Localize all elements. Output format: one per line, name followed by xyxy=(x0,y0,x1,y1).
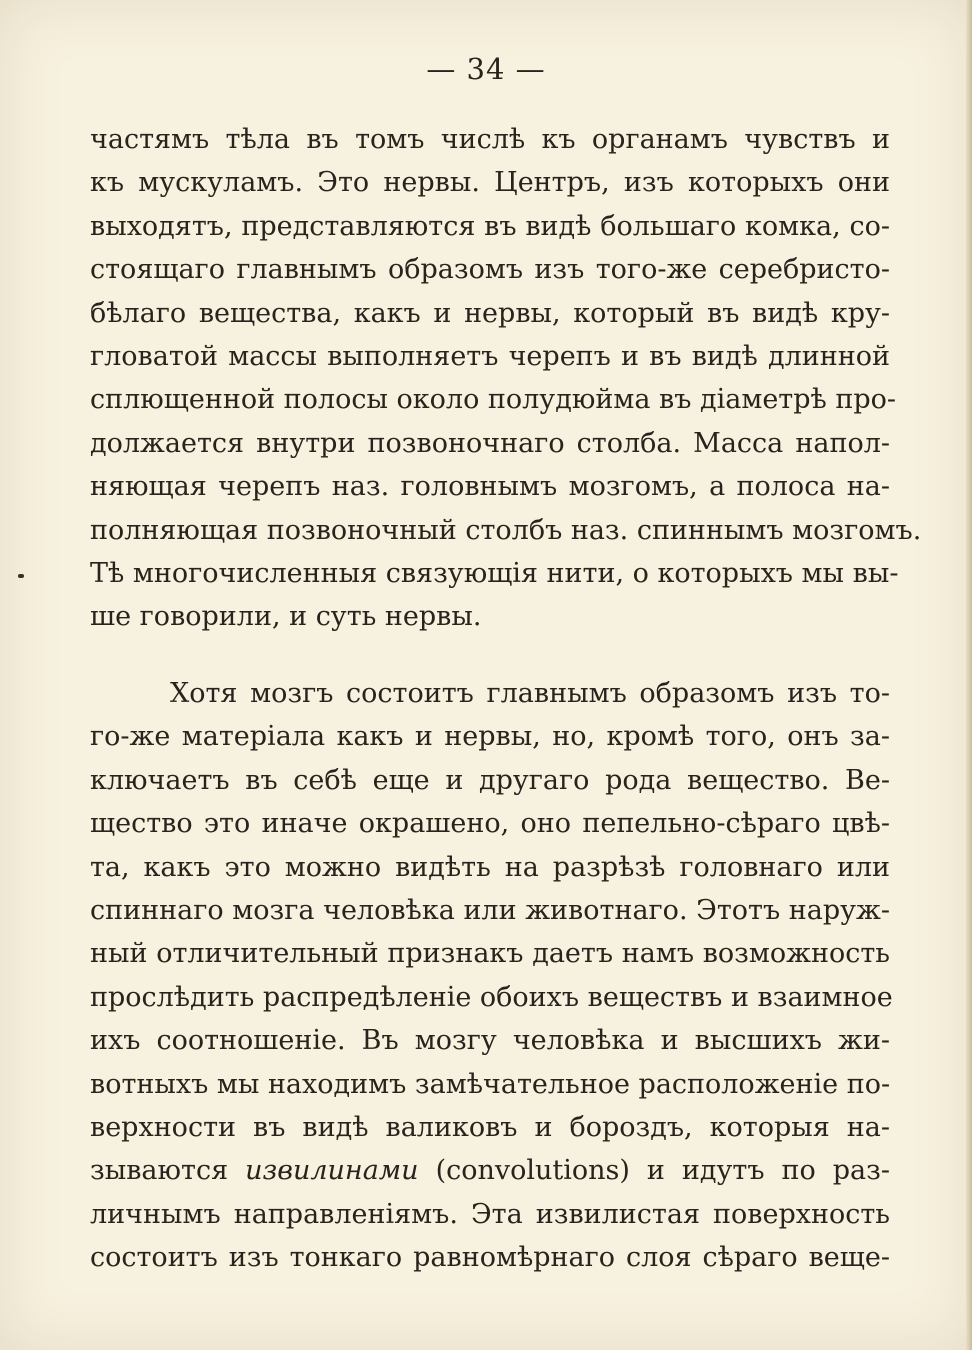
page-edge xyxy=(966,0,972,1350)
text-line: няющая черепъ наз. головнымъ мозгомъ, а полоса на- xyxy=(90,471,890,503)
text-line: спиннаго мозга человѣка или животнаго. Этотъ наруж- xyxy=(90,894,890,926)
text-line: сплющенной полосы около полудюйма въ діаметрѣ про- xyxy=(90,384,897,416)
text-line: полняющая позвоночный столбъ наз. спиннымъ мозгомъ. xyxy=(90,514,922,546)
text-line: Хотя мозгъ состоитъ главнымъ образомъ изъ то- xyxy=(170,678,890,709)
italic-term: извилинами xyxy=(245,1155,419,1187)
text-line: личнымъ направленіямъ. Эта извилистая поверхность xyxy=(90,1198,890,1230)
text-line: ше говорили, и суть нервы. xyxy=(90,601,482,633)
text-line: ный отличительный признакъ даетъ намъ возможность xyxy=(90,938,890,970)
text-line: верхности въ видѣ валиковъ и бороздъ, которыя на- xyxy=(90,1111,890,1143)
text-line: частямъ тѣла въ томъ числѣ къ органамъ чувствъ и xyxy=(90,124,890,155)
paragraph-2 xyxy=(90,672,893,1279)
text-line: Тѣ многочисленныя связующія нити, о которыхъ мы вы- xyxy=(90,557,899,589)
line-start: зываются xyxy=(90,1155,246,1187)
text-line: ихъ соотношеніе. Въ мозгу человѣка и высшихъ жи- xyxy=(90,1025,890,1057)
page-number: — 34 — xyxy=(426,52,546,86)
text-line: щество это иначе окрашено, оно пепельно-сѣраго цвѣ- xyxy=(90,808,890,840)
text-line: къ мускуламъ. Это нервы. Центръ, изъ которыхъ они xyxy=(90,167,890,199)
text-line: вотныхъ мы находимъ замѣчательное расположеніе по- xyxy=(90,1068,891,1100)
text-line: та, какъ это можно видѣть на разрѣзѣ головнаго или xyxy=(90,851,890,883)
text-line: выходятъ, представляются въ видѣ большаго комка, со- xyxy=(90,210,890,242)
text-line: стоящаго главнымъ образомъ изъ того-же серебристо- xyxy=(90,254,890,286)
text-line: должается внутри позвоночнаго столба. Масса напол- xyxy=(90,427,890,459)
text-line: го-же матеріала какъ и нервы, но, кромѣ того, онъ за- xyxy=(90,721,890,753)
text-line: ключаетъ въ себѣ еще и другаго рода вещество. Ве- xyxy=(90,764,890,796)
text-line: состоитъ изъ тонкаго равномѣрнаго слоя сѣраго веще- xyxy=(90,1242,890,1274)
line-end: (convolutions) и идутъ по раз- xyxy=(418,1155,890,1187)
text-line: гловатой массы выполняетъ черепъ и въ видѣ длинной xyxy=(90,340,890,372)
text-line: прослѣдить распредѣленіе обоихъ веществъ и взаимное xyxy=(90,981,893,1013)
paragraph-1 xyxy=(90,118,922,639)
ink-mark xyxy=(18,574,24,578)
text-line: бѣлаго вещества, какъ и нервы, который въ видѣ кру- xyxy=(90,297,890,329)
text-line-with-italic xyxy=(90,1149,890,1192)
